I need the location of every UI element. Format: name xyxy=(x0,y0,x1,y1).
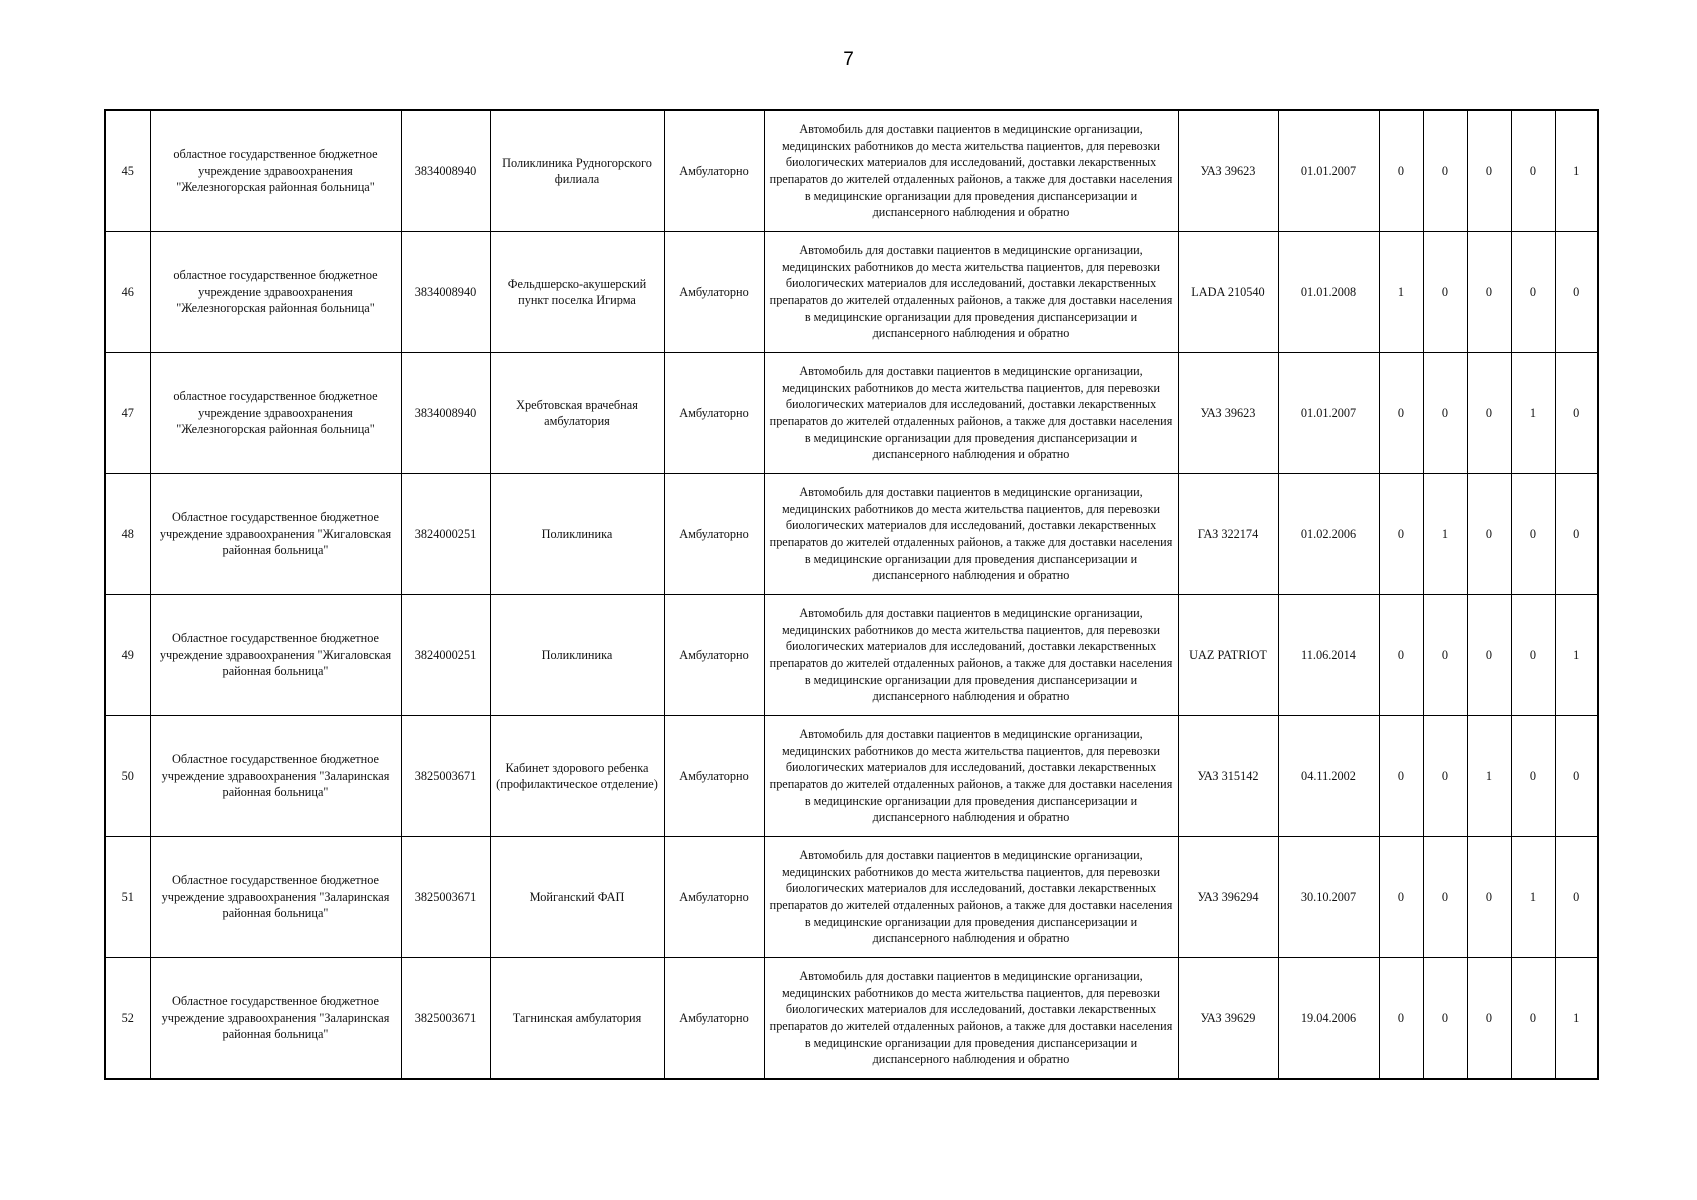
count-cell-4: 0 xyxy=(1511,958,1555,1080)
row-number-cell: 47 xyxy=(105,353,150,474)
inn-cell: 3834008940 xyxy=(401,110,490,232)
organization-cell: Областное государственное бюджетное учреждение здравоохранения "Заларинская районная больница" xyxy=(150,716,401,837)
registration-date-cell: 01.01.2007 xyxy=(1278,110,1379,232)
count-cell-4: 0 xyxy=(1511,595,1555,716)
registration-date-cell: 01.02.2006 xyxy=(1278,474,1379,595)
subdivision-cell: Тагнинская амбулатория xyxy=(490,958,664,1080)
subdivision-cell: Фельдшерско-акушерский пункт поселка Игирма xyxy=(490,232,664,353)
table-row xyxy=(105,837,1598,958)
subdivision-cell: Поликлиника Рудногорского филиала xyxy=(490,110,664,232)
count-cell-2: 0 xyxy=(1423,110,1467,232)
vehicle-purpose-cell: Автомобиль для доставки пациентов в медицинские организации, медицинских работников до места жительства пациентов, для перевозки биологических материалов для исследований, доставки лекарственных препаратов до жителей отдаленных районов, а также для доставки населения в медицинские организации для проведения диспансеризации и диспансерного наблюдения и обратно xyxy=(764,232,1178,353)
count-cell-5: 0 xyxy=(1555,474,1598,595)
registration-date-cell: 01.01.2007 xyxy=(1278,353,1379,474)
row-number-cell: 52 xyxy=(105,958,150,1080)
table-row xyxy=(105,595,1598,716)
care-type-cell: Амбулаторно xyxy=(664,958,764,1080)
vehicle-model-cell: УАЗ 315142 xyxy=(1178,716,1278,837)
care-type-cell: Амбулаторно xyxy=(664,474,764,595)
count-cell-5: 1 xyxy=(1555,110,1598,232)
count-cell-2: 0 xyxy=(1423,716,1467,837)
care-type-cell: Амбулаторно xyxy=(664,595,764,716)
table-row xyxy=(105,110,1598,232)
registration-date-cell: 11.06.2014 xyxy=(1278,595,1379,716)
organization-cell: областное государственное бюджетное учреждение здравоохранения "Железногорская районная больница" xyxy=(150,232,401,353)
row-number-cell: 51 xyxy=(105,837,150,958)
registration-date-cell: 30.10.2007 xyxy=(1278,837,1379,958)
count-cell-3: 0 xyxy=(1467,837,1511,958)
organization-cell: Областное государственное бюджетное учреждение здравоохранения "Жигаловская районная больница" xyxy=(150,474,401,595)
count-cell-4: 0 xyxy=(1511,110,1555,232)
count-cell-2: 0 xyxy=(1423,232,1467,353)
count-cell-4: 0 xyxy=(1511,232,1555,353)
table-row xyxy=(105,958,1598,1080)
vehicle-model-cell: УАЗ 39623 xyxy=(1178,110,1278,232)
subdivision-cell: Поликлиника xyxy=(490,474,664,595)
inn-cell: 3825003671 xyxy=(401,837,490,958)
count-cell-4: 0 xyxy=(1511,716,1555,837)
vehicle-model-cell: УАЗ 39623 xyxy=(1178,353,1278,474)
vehicle-purpose-cell: Автомобиль для доставки пациентов в медицинские организации, медицинских работников до места жительства пациентов, для перевозки биологических материалов для исследований, доставки лекарственных препаратов до жителей отдаленных районов, а также для доставки населения в медицинские организации для проведения диспансеризации и диспансерного наблюдения и обратно xyxy=(764,958,1178,1080)
inn-cell: 3824000251 xyxy=(401,474,490,595)
vehicle-model-cell: UAZ PATRIOT xyxy=(1178,595,1278,716)
inn-cell: 3825003671 xyxy=(401,958,490,1080)
count-cell-1: 1 xyxy=(1379,232,1423,353)
page-number: 7 xyxy=(843,49,854,70)
vehicle-model-cell: УАЗ 396294 xyxy=(1178,837,1278,958)
count-cell-4: 0 xyxy=(1511,474,1555,595)
count-cell-2: 0 xyxy=(1423,837,1467,958)
subdivision-cell: Кабинет здорового ребенка (профилактическое отделение) xyxy=(490,716,664,837)
row-number-cell: 49 xyxy=(105,595,150,716)
count-cell-1: 0 xyxy=(1379,716,1423,837)
vehicle-purpose-cell: Автомобиль для доставки пациентов в медицинские организации, медицинских работников до места жительства пациентов, для перевозки биологических материалов для исследований, доставки лекарственных препаратов до жителей отдаленных районов, а также для доставки населения в медицинские организации для проведения диспансеризации и диспансерного наблюдения и обратно xyxy=(764,110,1178,232)
count-cell-1: 0 xyxy=(1379,837,1423,958)
count-cell-2: 0 xyxy=(1423,958,1467,1080)
vehicle-purpose-cell: Автомобиль для доставки пациентов в медицинские организации, медицинских работников до места жительства пациентов, для перевозки биологических материалов для исследований, доставки лекарственных препаратов до жителей отдаленных районов, а также для доставки населения в медицинские организации для проведения диспансеризации и диспансерного наблюдения и обратно xyxy=(764,716,1178,837)
row-number-cell: 46 xyxy=(105,232,150,353)
count-cell-5: 0 xyxy=(1555,716,1598,837)
vehicle-purpose-cell: Автомобиль для доставки пациентов в медицинские организации, медицинских работников до места жительства пациентов, для перевозки биологических материалов для исследований, доставки лекарственных препаратов до жителей отдаленных районов, а также для доставки населения в медицинские организации для проведения диспансеризации и диспансерного наблюдения и обратно xyxy=(764,837,1178,958)
table-row xyxy=(105,232,1598,353)
count-cell-1: 0 xyxy=(1379,353,1423,474)
care-type-cell: Амбулаторно xyxy=(664,232,764,353)
count-cell-1: 0 xyxy=(1379,474,1423,595)
count-cell-5: 0 xyxy=(1555,232,1598,353)
row-number-cell: 48 xyxy=(105,474,150,595)
registration-date-cell: 01.01.2008 xyxy=(1278,232,1379,353)
vehicle-purpose-cell: Автомобиль для доставки пациентов в медицинские организации, медицинских работников до места жительства пациентов, для перевозки биологических материалов для исследований, доставки лекарственных препаратов до жителей отдаленных районов, а также для доставки населения в медицинские организации для проведения диспансеризации и диспансерного наблюдения и обратно xyxy=(764,595,1178,716)
count-cell-4: 1 xyxy=(1511,837,1555,958)
count-cell-2: 1 xyxy=(1423,474,1467,595)
subdivision-cell: Мойганский ФАП xyxy=(490,837,664,958)
count-cell-5: 0 xyxy=(1555,837,1598,958)
count-cell-5: 1 xyxy=(1555,958,1598,1080)
count-cell-1: 0 xyxy=(1379,595,1423,716)
care-type-cell: Амбулаторно xyxy=(664,716,764,837)
organization-cell: Областное государственное бюджетное учреждение здравоохранения "Жигаловская районная больница" xyxy=(150,595,401,716)
organization-cell: областное государственное бюджетное учреждение здравоохранения "Железногорская районная больница" xyxy=(150,110,401,232)
count-cell-3: 0 xyxy=(1467,110,1511,232)
count-cell-2: 0 xyxy=(1423,595,1467,716)
vehicle-model-cell: УАЗ 39629 xyxy=(1178,958,1278,1080)
vehicle-model-cell: LADA 210540 xyxy=(1178,232,1278,353)
count-cell-1: 0 xyxy=(1379,110,1423,232)
count-cell-3: 0 xyxy=(1467,958,1511,1080)
inn-cell: 3834008940 xyxy=(401,353,490,474)
count-cell-4: 1 xyxy=(1511,353,1555,474)
count-cell-5: 0 xyxy=(1555,353,1598,474)
subdivision-cell: Поликлиника xyxy=(490,595,664,716)
table-body xyxy=(105,110,1598,1079)
count-cell-1: 0 xyxy=(1379,958,1423,1080)
registration-date-cell: 04.11.2002 xyxy=(1278,716,1379,837)
vehicle-registry-table xyxy=(104,109,1599,1080)
count-cell-3: 0 xyxy=(1467,474,1511,595)
row-number-cell: 50 xyxy=(105,716,150,837)
inn-cell: 3824000251 xyxy=(401,595,490,716)
care-type-cell: Амбулаторно xyxy=(664,837,764,958)
care-type-cell: Амбулаторно xyxy=(664,353,764,474)
vehicle-purpose-cell: Автомобиль для доставки пациентов в медицинские организации, медицинских работников до места жительства пациентов, для перевозки биологических материалов для исследований, доставки лекарственных препаратов до жителей отдаленных районов, а также для доставки населения в медицинские организации для проведения диспансеризации и диспансерного наблюдения и обратно xyxy=(764,474,1178,595)
count-cell-3: 0 xyxy=(1467,595,1511,716)
vehicle-purpose-cell: Автомобиль для доставки пациентов в медицинские организации, медицинских работников до места жительства пациентов, для перевозки биологических материалов для исследований, доставки лекарственных препаратов до жителей отдаленных районов, а также для доставки населения в медицинские организации для проведения диспансеризации и диспансерного наблюдения и обратно xyxy=(764,353,1178,474)
vehicle-model-cell: ГАЗ 322174 xyxy=(1178,474,1278,595)
table-row xyxy=(105,716,1598,837)
organization-cell: Областное государственное бюджетное учреждение здравоохранения "Заларинская районная больница" xyxy=(150,958,401,1080)
count-cell-3: 1 xyxy=(1467,716,1511,837)
table-row xyxy=(105,353,1598,474)
row-number-cell: 45 xyxy=(105,110,150,232)
inn-cell: 3834008940 xyxy=(401,232,490,353)
count-cell-2: 0 xyxy=(1423,353,1467,474)
organization-cell: Областное государственное бюджетное учреждение здравоохранения "Заларинская районная больница" xyxy=(150,837,401,958)
subdivision-cell: Хребтовская врачебная амбулатория xyxy=(490,353,664,474)
table-row xyxy=(105,474,1598,595)
inn-cell: 3825003671 xyxy=(401,716,490,837)
count-cell-5: 1 xyxy=(1555,595,1598,716)
registration-date-cell: 19.04.2006 xyxy=(1278,958,1379,1080)
organization-cell: областное государственное бюджетное учреждение здравоохранения "Железногорская районная больница" xyxy=(150,353,401,474)
care-type-cell: Амбулаторно xyxy=(664,110,764,232)
count-cell-3: 0 xyxy=(1467,232,1511,353)
count-cell-3: 0 xyxy=(1467,353,1511,474)
